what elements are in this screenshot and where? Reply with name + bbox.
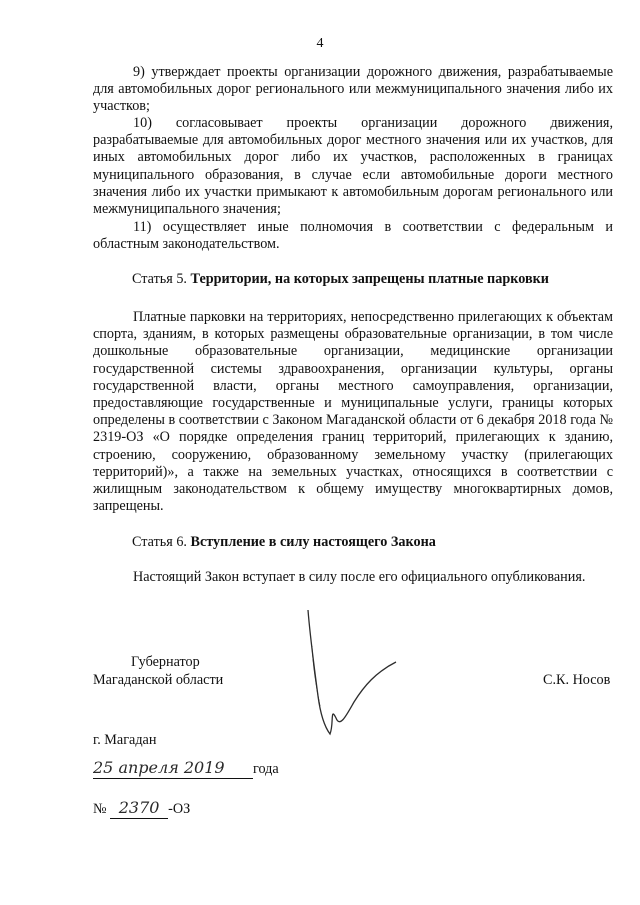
article-6-body: Настоящий Закон вступает в силу после его официального опубликования.: [133, 569, 586, 585]
date-line: [93, 758, 279, 779]
article-6-title: Вступление в силу настоящего Закона: [190, 534, 436, 550]
handwritten-signature: [300, 606, 410, 746]
article-5-body: Платные парковки на территориях, непосредственно прилегающих к объектам спорта, зданиям, в которых размещены образовательные организации, в том числе дошкольные образовательные организации, медицинские организации государственной системы здравоохранения, организации культуры, органы государственной власти, органы местного самоуправления, организации, предоставляющие государственные и муниципальные услуги, границы которых определены в соответствии с Законом Магаданской области от 6 декабря 2018 года № 2319-ОЗ «О порядке определения границ территорий, прилегающих к зданию, строению, сооружению, образованному земельному участку (прилегающих территорий)», а также на земельных участках, относящихся в соответствии с жилищным законодательством к общему имуществу многоквартирных домов, запрещены.: [93, 309, 613, 515]
date-underline: [93, 758, 253, 779]
article-5-title: Территории, на которых запрещены платные парковки: [190, 271, 549, 287]
position-line-2: Магаданской области: [93, 671, 224, 688]
page-number: 4: [316, 36, 324, 51]
article-6-prefix: Статья 6.: [132, 534, 191, 550]
signatory-name: С.К. Носов: [543, 672, 611, 688]
list-item-10: 10) согласовывает проекты организации дорожного движения, разрабатываемые для автомобильных дорог местного значения или их участков, для иных автомобильных дорог либо их участков, расположенных в границах муниципального образования, в случае если автомобильные дороги местного значения либо их участки примыкают к автомобильным дорогам регионального или межмуниципального значения;: [93, 115, 613, 218]
number-underline: [110, 798, 168, 819]
place: г. Магадан: [93, 732, 157, 748]
number-suffix: -ОЗ: [168, 801, 191, 817]
article-6-heading: [132, 534, 436, 551]
number-sign: №: [93, 801, 107, 817]
date-suffix: года: [253, 761, 279, 777]
position-line-1: Губернатор: [131, 654, 200, 670]
list-item-11: 11) осуществляет иные полномочия в соответствии с федеральным и областным законодательством.: [93, 219, 613, 253]
list-item-9: 9) утверждает проекты организации дорожного движения, разрабатываемые для автомобильных дорог регионального или межмуниципального значения либо их участков;: [93, 64, 613, 115]
article-5-prefix: Статья 5.: [132, 271, 191, 287]
signatory-position: [93, 654, 223, 689]
law-number-line: [93, 798, 190, 819]
date-handwritten: 25 апреля 2019: [93, 758, 225, 777]
number-handwritten: 2370: [118, 798, 160, 817]
article-5-heading: [132, 271, 549, 288]
